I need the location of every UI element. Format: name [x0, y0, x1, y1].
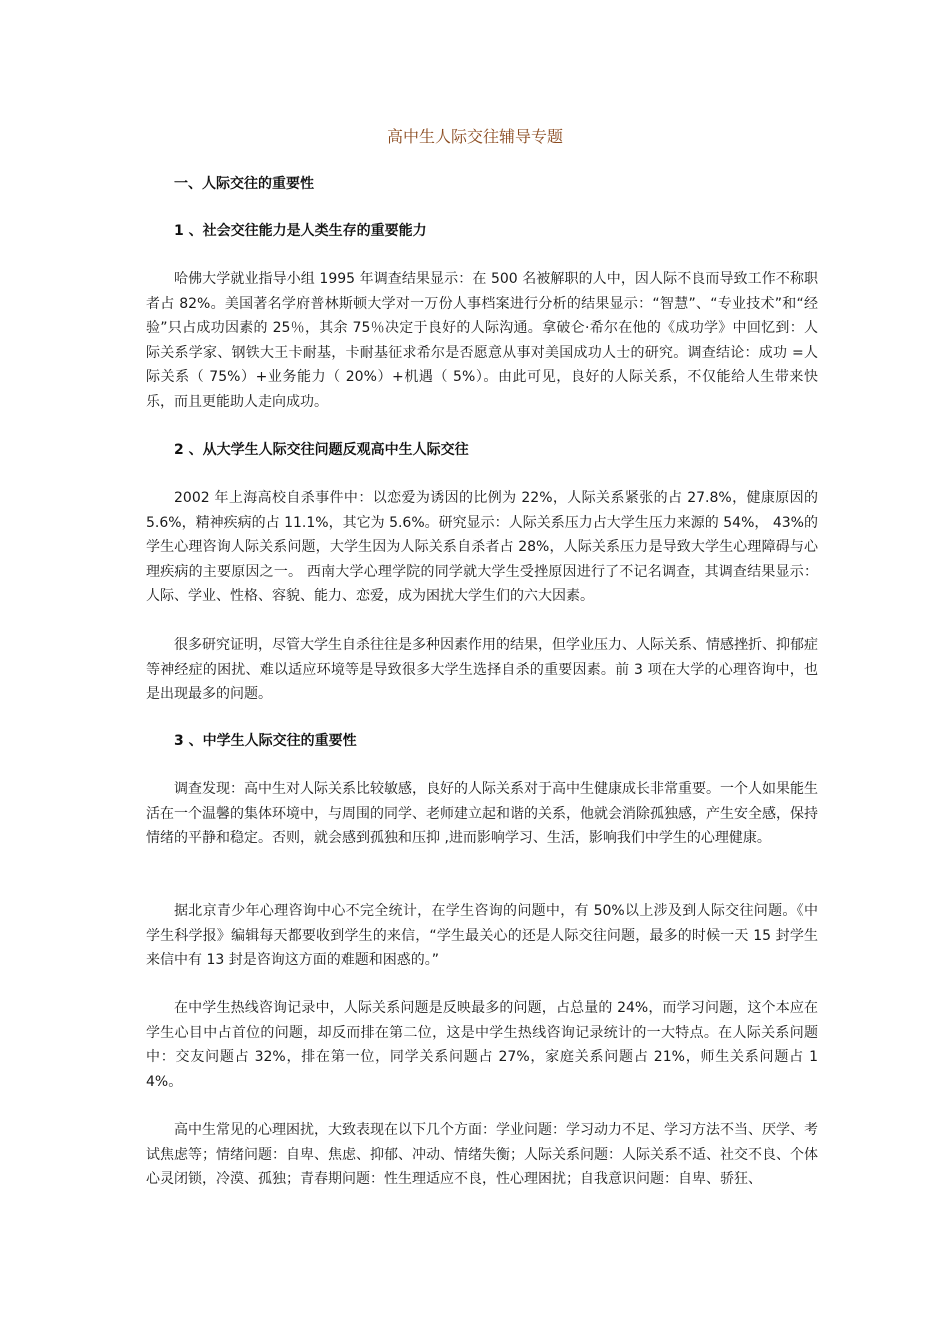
document-title: 高中生人际交往辅导专题 [386, 127, 563, 146]
paragraph-survey-findings: 调查发现：高中生对人际关系比较敏感，良好的人际关系对于高中生健康成长非常重要。一个人如果能生活在一个温馨的集体环境中，与周围的同学、老师建立起和谐的关系，他就会消除孤独感，产生安全感，保持情绪的平静和稳定。否则，就会感到孤独和压抑 ,进而影响学习、生活，影响我们中学生的心理健康。 [146, 781, 818, 847]
paragraph-shanghai-suicide-stats: 2002 年上海高校自杀事件中：以恋爱为诱因的比例为 22%，人际关系紧张的占 27.8%，健康原因的 5.6%，精神疾病的占 11.1%，其它为 5.6%。研究显示：人际关系压力占大学生压力来源的 54%， 43%的学生心理咨询人际关系问题，大学生因为人际关系自杀者占 28%，人际关系压力是导致大学生心理障碍与心理疾病的主要原因之一。 西南大学心理学院的同学就大学生受挫原因进行了不记名调查，其调查结果显示：人际、学业、性格、容貌、能力、恋爱，成为困扰大学生们的六大因素。 [146, 490, 818, 605]
paragraph-research-causes: 很多研究证明，尽管大学生自杀往往是多种因素作用的结果，但学业压力、人际关系、情感挫折、抑郁症等神经症的困扰、难以适应环境等是导致很多大学生选择自杀的重要因素。前 3 项在大学的心理咨询中，也是出现最多的问题。 [146, 637, 818, 703]
subsection-heading-2: 2 、从大学生人际交往问题反观高中生人际交往 [174, 442, 469, 458]
paragraph-common-troubles: 高中生常见的心理困扰，大致表现在以下几个方面：学业问题：学习动力不足、学习方法不当、厌学、考试焦虑等；情绪问题：自卑、焦虑、抑郁、冲动、情绪失衡；人际关系问题：人际关系不适、社交不良、个体心灵闭锁，冷漠、孤独；青春期问题：性生理适应不良，性心理困扰；自我意识问题：自卑、骄狂、 [146, 1122, 818, 1188]
subsection-heading-1: 1 、社会交往能力是人类生存的重要能力 [174, 223, 427, 239]
paragraph-hotline-records: 在中学生热线咨询记录中，人际关系问题是反映最多的问题，占总量的 24%，而学习问题，这个本应在学生心目中占首位的问题，却反而排在第二位，这是中学生热线咨询记录统计的一大特点。在人际关系问题中：交友问题占 32%，排在第一位，同学关系问题占 27%，家庭关系问题占 21%，师生关系问题占 14%。 [146, 1000, 818, 1090]
section-heading-importance: 一、人际交往的重要性 [174, 176, 314, 192]
paragraph-beijing-counseling: 据北京青少年心理咨询中心不完全统计，在学生咨询的问题中，有 50%以上涉及到人际交往问题。《中学生科学报》编辑每天都要收到学生的来信，“学生最关心的还是人际交往问题，最多的时候一天 15 封学生来信中有 13 封是咨询这方面的难题和困惑的。” [146, 903, 818, 969]
subsection-heading-3: 3 、中学生人际交往的重要性 [174, 733, 357, 749]
paragraph-harvard-survey: 哈佛大学就业指导小组 1995 年调查结果显示：在 500 名被解职的人中，因人际不良而导致工作不称职者占 82%。美国著名学府普林斯顿大学对一万份人事档案进行分析的结果显示：“智慧”、“专业技术”和“经验”只占成功因素的 25％，其余 75％决定于良好的人际沟通。拿破仑·希尔在他的《成功学》中回忆到：人际关系学家、钢铁大王卡耐基，卡耐基征求希尔是否愿意从事对美国成功人士的研究。调查结论：成功 =人际关系（ 75%）+业务能力（ 20%）+机遇（ 5%）。由此可见，良好的人际关系，不仅能给人生带来快乐，而且更能助人走向成功。 [146, 271, 818, 410]
